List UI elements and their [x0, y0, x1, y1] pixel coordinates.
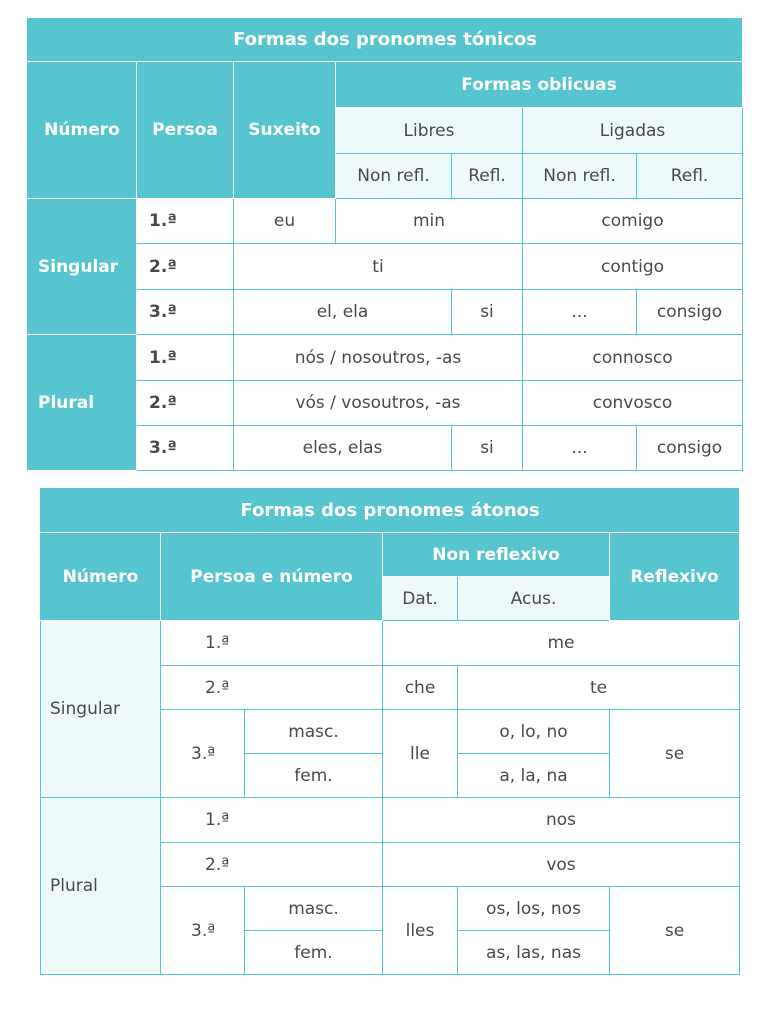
- cell: me: [383, 621, 740, 666]
- group-label-plural: Plural: [41, 798, 161, 975]
- persoa-cell: 2.ª: [161, 666, 383, 710]
- persoa-cell: 2.ª: [137, 244, 234, 290]
- cell: consigo: [637, 426, 743, 471]
- cell: o, lo, no: [458, 710, 610, 754]
- gender-cell: masc.: [245, 710, 383, 754]
- persoa-cell: 3.ª: [137, 426, 234, 471]
- cell: eu: [234, 199, 336, 244]
- cell: si: [452, 426, 523, 471]
- cell: se: [610, 887, 740, 975]
- cell: ...: [523, 426, 637, 471]
- group-label-singular: Singular: [28, 199, 137, 335]
- header-libres-refl: Refl.: [452, 154, 523, 199]
- header-libres-non-refl: Non refl.: [336, 154, 452, 199]
- cell: convosco: [523, 381, 743, 426]
- cell: ...: [523, 290, 637, 335]
- persoa-cell: 1.ª: [137, 335, 234, 381]
- header-numero: Número: [28, 62, 137, 199]
- cell: vós / vosoutros, -as: [234, 381, 523, 426]
- cell: te: [458, 666, 740, 710]
- persoa-cell: 3.ª: [161, 887, 245, 975]
- cell: connosco: [523, 335, 743, 381]
- group-label-plural: Plural: [28, 335, 137, 471]
- cell: consigo: [637, 290, 743, 335]
- persoa-cell: 3.ª: [137, 290, 234, 335]
- header-acus: Acus.: [458, 577, 610, 621]
- table-title: Formas dos pronomes tónicos: [28, 18, 743, 62]
- tonic-pronouns-table: [27, 17, 743, 471]
- header-non-reflexivo: Non reflexivo: [383, 533, 610, 577]
- table-row: [41, 798, 740, 843]
- table-row: [28, 199, 743, 244]
- header-ligadas: Ligadas: [523, 108, 743, 154]
- gender-cell: fem.: [245, 931, 383, 975]
- cell: vos: [383, 843, 740, 887]
- cell: contigo: [523, 244, 743, 290]
- header-ligadas-non-refl: Non refl.: [523, 154, 637, 199]
- gender-cell: masc.: [245, 887, 383, 931]
- gender-cell: fem.: [245, 754, 383, 798]
- header-numero: Número: [41, 533, 161, 621]
- atonic-pronouns-table: [40, 487, 740, 975]
- persoa-cell: 1.ª: [161, 621, 383, 666]
- header-suxeito: Suxeito: [234, 62, 336, 199]
- header-ligadas-refl: Refl.: [637, 154, 743, 199]
- cell: se: [610, 710, 740, 798]
- group-label-singular: Singular: [41, 621, 161, 798]
- cell: lles: [383, 887, 458, 975]
- cell: lle: [383, 710, 458, 798]
- cell: os, los, nos: [458, 887, 610, 931]
- header-dat: Dat.: [383, 577, 458, 621]
- persoa-cell: 2.ª: [137, 381, 234, 426]
- cell: nos: [383, 798, 740, 843]
- cell: si: [452, 290, 523, 335]
- table-row: [41, 621, 740, 666]
- cell: el, ela: [234, 290, 452, 335]
- persoa-cell: 1.ª: [137, 199, 234, 244]
- header-libres: Libres: [336, 108, 523, 154]
- header-persoa-numero: Persoa e número: [161, 533, 383, 621]
- table-row: [28, 335, 743, 381]
- header-reflexivo: Reflexivo: [610, 533, 740, 621]
- cell: comigo: [523, 199, 743, 244]
- cell: eles, elas: [234, 426, 452, 471]
- table-title: Formas dos pronomes átonos: [41, 488, 740, 533]
- header-formas-oblicuas: Formas oblicuas: [336, 62, 743, 108]
- cell: min: [336, 199, 523, 244]
- header-persoa: Persoa: [137, 62, 234, 199]
- persoa-cell: 2.ª: [161, 843, 383, 887]
- persoa-cell: 3.ª: [161, 710, 245, 798]
- cell: che: [383, 666, 458, 710]
- persoa-cell: 1.ª: [161, 798, 383, 843]
- cell: nós / nosoutros, -as: [234, 335, 523, 381]
- cell: ti: [234, 244, 523, 290]
- cell: a, la, na: [458, 754, 610, 798]
- cell: as, las, nas: [458, 931, 610, 975]
